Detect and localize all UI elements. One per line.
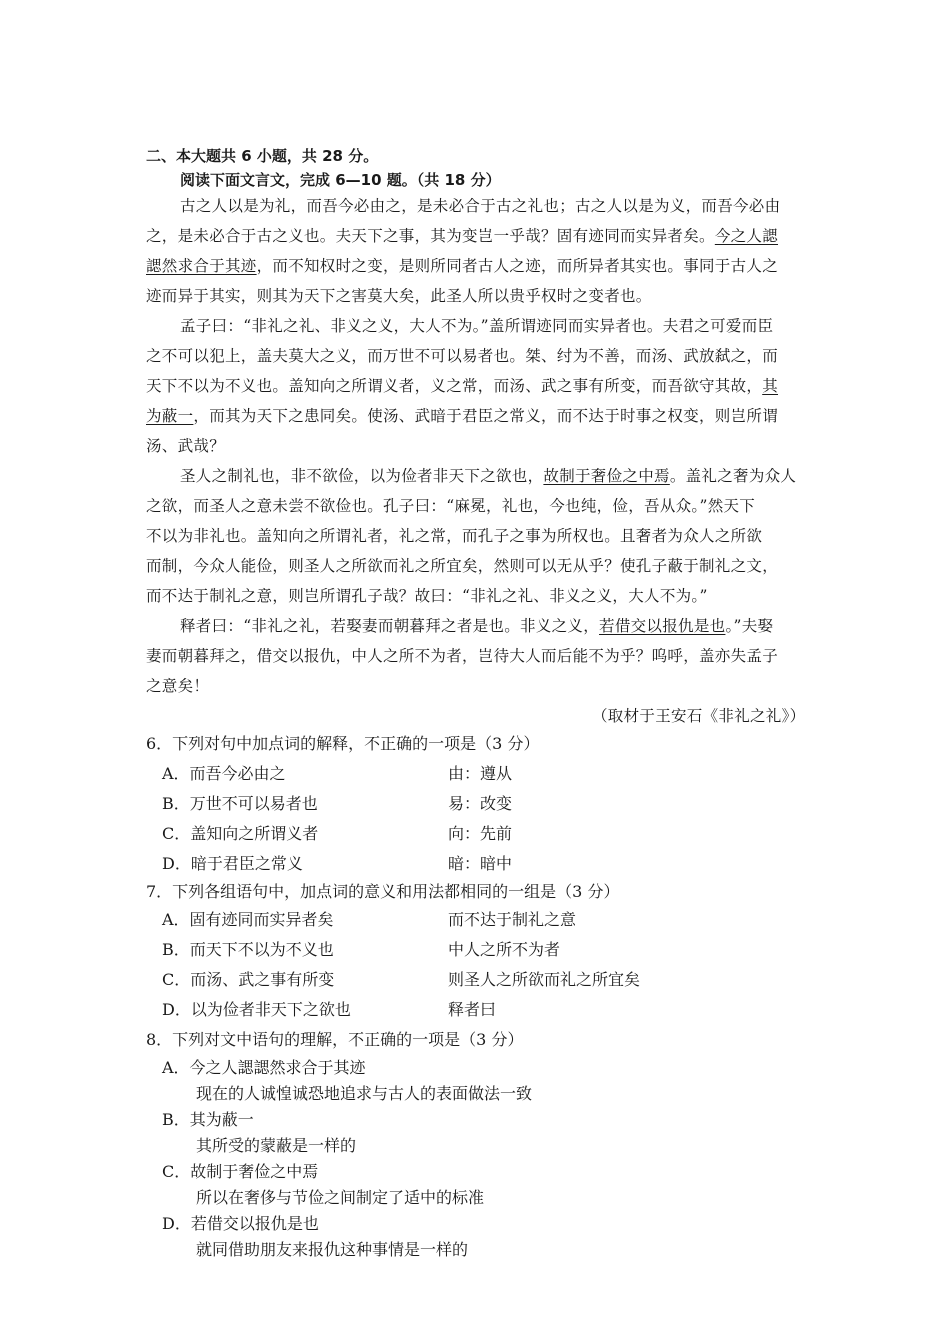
passage-line [146, 286, 652, 306]
question-6-option-d: D．暗于君臣之常义 [162, 854, 303, 873]
passage-text: ，而不知权时之变，是则所同者古人之迹，而所异者其实也。事同于古人之 [256, 257, 779, 275]
question-7-option-a-pair: 而不达于制礼之意 [448, 910, 577, 929]
passage-text: 。盖礼之奢为众人 [669, 467, 797, 485]
passage-text: ，而其为天下之患同矣。使汤、武暗于君臣之常义，而不达于时事之权变，则岂所谓 [193, 407, 779, 425]
question-6-option-c: C．盖知向之所谓义者 [162, 824, 319, 843]
question-7-option-c: C．而汤、武之事有所变 [162, 970, 335, 989]
underlined-phrase: 今之人諰 [714, 227, 779, 245]
passage-line [180, 196, 780, 216]
underlined-phrase: 故制于奢俭之中焉 [543, 467, 670, 485]
passage-text: 孟子曰：“非礼之礼、非义之义，大人不为。”盖所谓迹同而实异者也。夫君之可爱而臣 [180, 317, 774, 335]
question-6-option-b: B．万世不可以易者也 [162, 794, 318, 813]
passage-line [180, 466, 796, 486]
passage-text: 妻而朝暮拜之，借交以报仇，中人之所不为者，岂待大人而后能不为乎？呜呼，盖亦失孟子 [146, 647, 779, 665]
passage-text: 圣人之制礼也，非不欲俭，以为俭者非天下之欲也， [180, 467, 544, 485]
passage-line [146, 586, 708, 606]
passage-line [146, 406, 778, 426]
underlined-phrase: 諰然求合于其迹 [146, 257, 257, 275]
passage-text: 汤、武哉？ [146, 437, 226, 455]
section-instruction: 阅读下面文言文，完成 6—10 题。（共 18 分） [180, 171, 501, 189]
question-8-option-a: A．今之人諰諰然求合于其迹 [162, 1058, 366, 1077]
question-6-option-a-explain: 由：遵从 [448, 764, 513, 783]
question-8-option-d: D．若借交以报仇是也 [162, 1214, 319, 1233]
question-7-option-d: D．以为俭者非天下之欲也 [162, 1000, 351, 1019]
passage-text: 而制，今众人能俭，则圣人之所欲而礼之所宜矣，然则可以无从乎？使孔子蔽于制礼之文， [146, 557, 779, 575]
passage-text: 而不达于制礼之意，则岂所谓孔子哉？故曰：“非礼之礼、非义之义，大人不为。” [146, 587, 708, 605]
passage-line [146, 496, 755, 516]
question-8-option-c: C．故制于奢俭之中焉 [162, 1162, 319, 1181]
passage-line [146, 436, 225, 456]
question-6-stem: 6．下列对句中加点词的解释，不正确的一项是（3 分） [146, 734, 540, 753]
passage-line [146, 556, 778, 576]
passage-text: 之不可以犯上，盖夫莫大之义，而万世不可以易者也。桀、纣为不善，而汤、武放弑之，而 [146, 347, 779, 365]
passage-line [146, 376, 778, 396]
passage-line [146, 256, 778, 276]
question-8-option-d-explain: 就同借助朋友来报仇这种事情是一样的 [196, 1240, 469, 1259]
underlined-phrase: 其 [762, 377, 779, 395]
passage-text: 之欲，而圣人之意未尝不欲俭也。孔子曰：“麻冕，礼也，今也纯，俭，吾从众。”然天下 [146, 497, 756, 515]
question-7-option-b: B．而天下不以为不义也 [162, 940, 334, 959]
section-heading: 二、本大题共 6 小题，共 28 分。 [146, 147, 379, 165]
question-6-option-c-explain: 向：先前 [448, 824, 513, 843]
passage-text: 之，是未必合于古之义也。夫天下之事，其为变岂一乎哉？固有迹同而实异者矣。 [146, 227, 715, 245]
passage-text: 释者曰：“非礼之礼，若娶妻而朝暮拜之者是也。非义之义， [180, 617, 600, 635]
question-7-option-c-pair: 则圣人之所欲而礼之所宜矣 [448, 970, 641, 989]
question-6-option-a: A．而吾今必由之 [162, 764, 286, 783]
passage-line [146, 646, 778, 666]
underlined-phrase: 为蔽一 [146, 407, 194, 425]
passage-text: 天下不以为不义也。盖知向之所谓义者，义之常，而汤、武之事有所变，而吾欲守其故， [146, 377, 763, 395]
question-7-option-a: A．固有迹同而实异者矣 [162, 910, 334, 929]
passage-text: 不以为非礼也。盖知向之所谓礼者，礼之常，而孔子之事为所权也。且奢者为众人之所欲 [146, 527, 763, 545]
question-8-option-b: B．其为蔽一 [162, 1110, 254, 1129]
passage-line [146, 226, 778, 246]
question-8-stem: 8．下列对文中语句的理解，不正确的一项是（3 分） [146, 1030, 524, 1049]
question-8-option-b-explain: 其所受的蒙蔽是一样的 [196, 1136, 357, 1155]
passage-line [180, 316, 773, 336]
question-6-option-b-explain: 易：改变 [448, 794, 513, 813]
underlined-phrase: 若借交以报仇是也 [599, 617, 726, 635]
passage-text: 迹而异于其实，则其为天下之害莫大矣，此圣人所以贵乎权时之变者也。 [146, 287, 652, 305]
question-8-option-c-explain: 所以在奢侈与节俭之间制定了适中的标准 [196, 1188, 485, 1207]
question-6-option-d-explain: 暗：暗中 [448, 854, 513, 873]
question-8-option-a-explain: 现在的人诚惶诚恐地追求与古人的表面做法一致 [196, 1084, 533, 1103]
question-7-option-d-pair: 释者曰 [448, 1000, 497, 1019]
passage-text: 古之人以是为礼，而吾今必由之，是未必合于古之礼也；古之人以是为义，而吾今必由 [180, 197, 781, 215]
question-7-option-b-pair: 中人之所不为者 [448, 940, 561, 959]
passage-line [146, 346, 778, 366]
passage-text: 。”夫娶 [725, 617, 774, 635]
passage-line [146, 526, 762, 546]
passage-line [146, 676, 209, 696]
passage-text: 之意矣！ [146, 677, 210, 695]
passage-line [180, 616, 773, 636]
passage-source: （取材于王安石《非礼之礼》） [592, 707, 806, 725]
question-7-stem: 7．下列各组语句中，加点词的意义和用法都相同的一组是（3 分） [146, 882, 620, 901]
